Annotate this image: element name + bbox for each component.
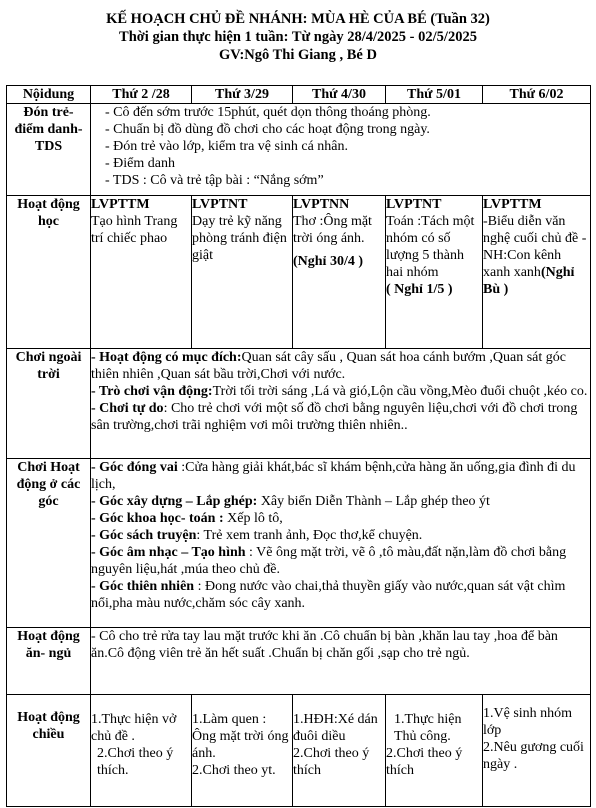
afternoon-item: 1.Làm quen : Ông mặt trời óng ánh.	[192, 712, 289, 761]
document-title: KẾ HOẠCH CHỦ ĐỀ NHÁNH: MÙA HÈ CỦA BÉ (Tuần 32)	[106, 11, 490, 27]
lesson-text: Tạo hình Trang trí chiếc phao	[91, 214, 178, 246]
list-item: - Góc xây dựng – Lắp ghép: Xây biển Diễn Thành – Lắp ghép theo ýt	[91, 494, 490, 509]
table-row-don-tre	[7, 104, 591, 196]
afternoon-item: 2.Chơi theo ý thích.	[97, 746, 174, 778]
list-item: - TDS : Cô và trẻ tập bài : “Nắng sớm”	[105, 173, 324, 188]
lesson-text: Dạy trẻ kỹ năng phòng tránh điện giật	[192, 214, 287, 263]
lesson-note: ( Nghỉ 1/5 )	[386, 282, 453, 297]
afternoon-cell	[192, 695, 293, 807]
row-content	[91, 104, 591, 196]
afternoon-item: 2.Chơi theo ý thích	[293, 746, 370, 778]
table-row-hoat-dong-hoc	[7, 196, 591, 349]
row-content	[91, 349, 591, 459]
list-item: - Chơi tự do: Cho trẻ chơi với một số đồ chơi bằng nguyên liệu,chơi với đồ chơi trong sân trường,chơi trãi nghiệm vơi môi trường thiên nhiên..	[91, 401, 578, 433]
lesson-cell	[386, 196, 483, 349]
table-row-chieu	[7, 695, 591, 807]
table-row-choi-goc	[7, 459, 591, 628]
weekly-plan-table	[6, 85, 591, 807]
lesson-area: LVPTTM	[91, 197, 150, 212]
afternoon-item: 2.Chơi theo ý thích	[386, 746, 463, 778]
row-label: Đón trẻ- điểm danh- TDS	[7, 104, 91, 196]
document-teacher: GV:Ngô Thi Giang , Bé D	[219, 47, 377, 63]
list-item: - Góc âm nhạc – Tạo hình : Vẽ ông mặt trời, vẽ ô ,tô màu,đất nặn,làm đồ chơi bằng nguyên liệu,hát ,múa theo chủ đề.	[91, 545, 567, 577]
afternoon-cell	[386, 695, 483, 807]
afternoon-item: 1.Thực hiện Thủ công.	[394, 712, 462, 744]
row-label: Hoạt động chiều	[7, 695, 91, 807]
list-item: - Trò chơi vận động:Trời tối trời sáng ,Lá và gió,Lộn cầu vồng,Mèo đuổi chuột ,kéo co.	[91, 384, 588, 399]
list-item: - Góc sách truyện: Trẻ xem tranh ảnh, Đọc thơ,kể chuyện.	[91, 528, 423, 543]
list-item: - Cô đến sớm trước 15phút, quét dọn thông thoáng phòng.	[105, 105, 431, 120]
column-header: Thứ 3/29	[192, 86, 293, 104]
lesson-area: LVPTNT	[386, 197, 442, 212]
table-row-an-ngu	[7, 628, 591, 695]
lesson-cell	[483, 196, 591, 349]
afternoon-item: 1.HĐH:Xé dán đuôi diều	[293, 712, 378, 744]
afternoon-item: 2.Chơi theo yt.	[192, 763, 276, 778]
row-label: Chơi ngoài trời	[7, 349, 91, 459]
lesson-area: LVPTNN	[293, 197, 350, 212]
list-item: - Chuẩn bị đồ dùng đồ chơi cho các hoạt động trong ngày.	[105, 122, 430, 137]
table-row-choi-ngoai-troi	[7, 349, 591, 459]
lesson-area: LVPTTM	[483, 197, 542, 212]
row-label: Hoạt động học	[7, 196, 91, 349]
list-item: - Điểm danh	[105, 156, 175, 171]
lesson-text: Thơ :Ông mặt trời óng ánh.	[293, 214, 372, 246]
afternoon-item: 1.Vệ sinh nhóm lớp	[483, 706, 573, 738]
document-header	[0, 0, 596, 64]
list-item: - Góc khoa học- toán : Xếp lô tô,	[91, 511, 283, 526]
afternoon-cell	[483, 695, 591, 807]
list-item: - Hoạt động có mục đích:Quan sát cây sấu , Quan sát hoa cánh bướm ,Quan sát góc thiên nhiên ,Quan sát bầu trời,Chơi với nước.	[91, 350, 566, 382]
list-item: - Đón trẻ vào lớp, kiểm tra vệ sinh cá nhân.	[105, 139, 348, 154]
table-header-row	[7, 86, 591, 104]
afternoon-cell	[91, 695, 192, 807]
list-item: - Góc đóng vai :Cửa hàng giải khát,bác sĩ khám bệnh,cửa hàng ăn uống,gia đình đi du lịch,	[91, 460, 576, 492]
column-header: Thứ 6/02	[483, 86, 591, 104]
list-item: - Góc thiên nhiên : Đong nước vào chai,thả thuyền giấy vào nước,quan sát vật chìm nổi,pha màu nước,chăm sóc cây xanh.	[91, 579, 566, 611]
afternoon-item: 1.Thực hiện vở chủ đề .	[91, 712, 177, 744]
afternoon-cell	[293, 695, 386, 807]
row-content	[91, 459, 591, 628]
lesson-cell	[192, 196, 293, 349]
lesson-area: LVPTNT	[192, 197, 248, 212]
lesson-cell	[293, 196, 386, 349]
lesson-text: Toán :Tách một nhóm có số lượng 5 thành hai nhóm	[386, 214, 475, 280]
column-header: Nộidung	[7, 86, 91, 104]
column-header: Thứ 2 /28	[91, 86, 192, 104]
lesson-note: (Nghỉ 30/4 )	[293, 254, 363, 269]
row-label: Chơi Hoạt động ở các góc	[7, 459, 91, 628]
column-header: Thứ 4/30	[293, 86, 386, 104]
lesson-cell	[91, 196, 192, 349]
document-subtitle: Thời gian thực hiện 1 tuần: Từ ngày 28/4/2025 - 02/5/2025	[119, 29, 477, 45]
column-header: Thứ 5/01	[386, 86, 483, 104]
row-label: Hoạt động ăn- ngủ	[7, 628, 91, 695]
row-content: - Cô cho trẻ rửa tay lau mặt trước khi ăn .Cô chuẩn bị bàn ,khăn lau tay ,hoa để bàn ăn.Cô động viên trẻ ăn hết suất .Chuẩn bị chăn gối ,sạp cho trẻ ngủ.	[91, 628, 591, 695]
afternoon-item: 2.Nêu gương cuối ngày .	[483, 740, 584, 772]
lesson-text: -Biểu diễn văn nghệ cuối chủ đề -NH:Con kênh xanh xanh	[483, 214, 587, 280]
lesson-note: (Nghỉ Bù )	[483, 265, 575, 297]
